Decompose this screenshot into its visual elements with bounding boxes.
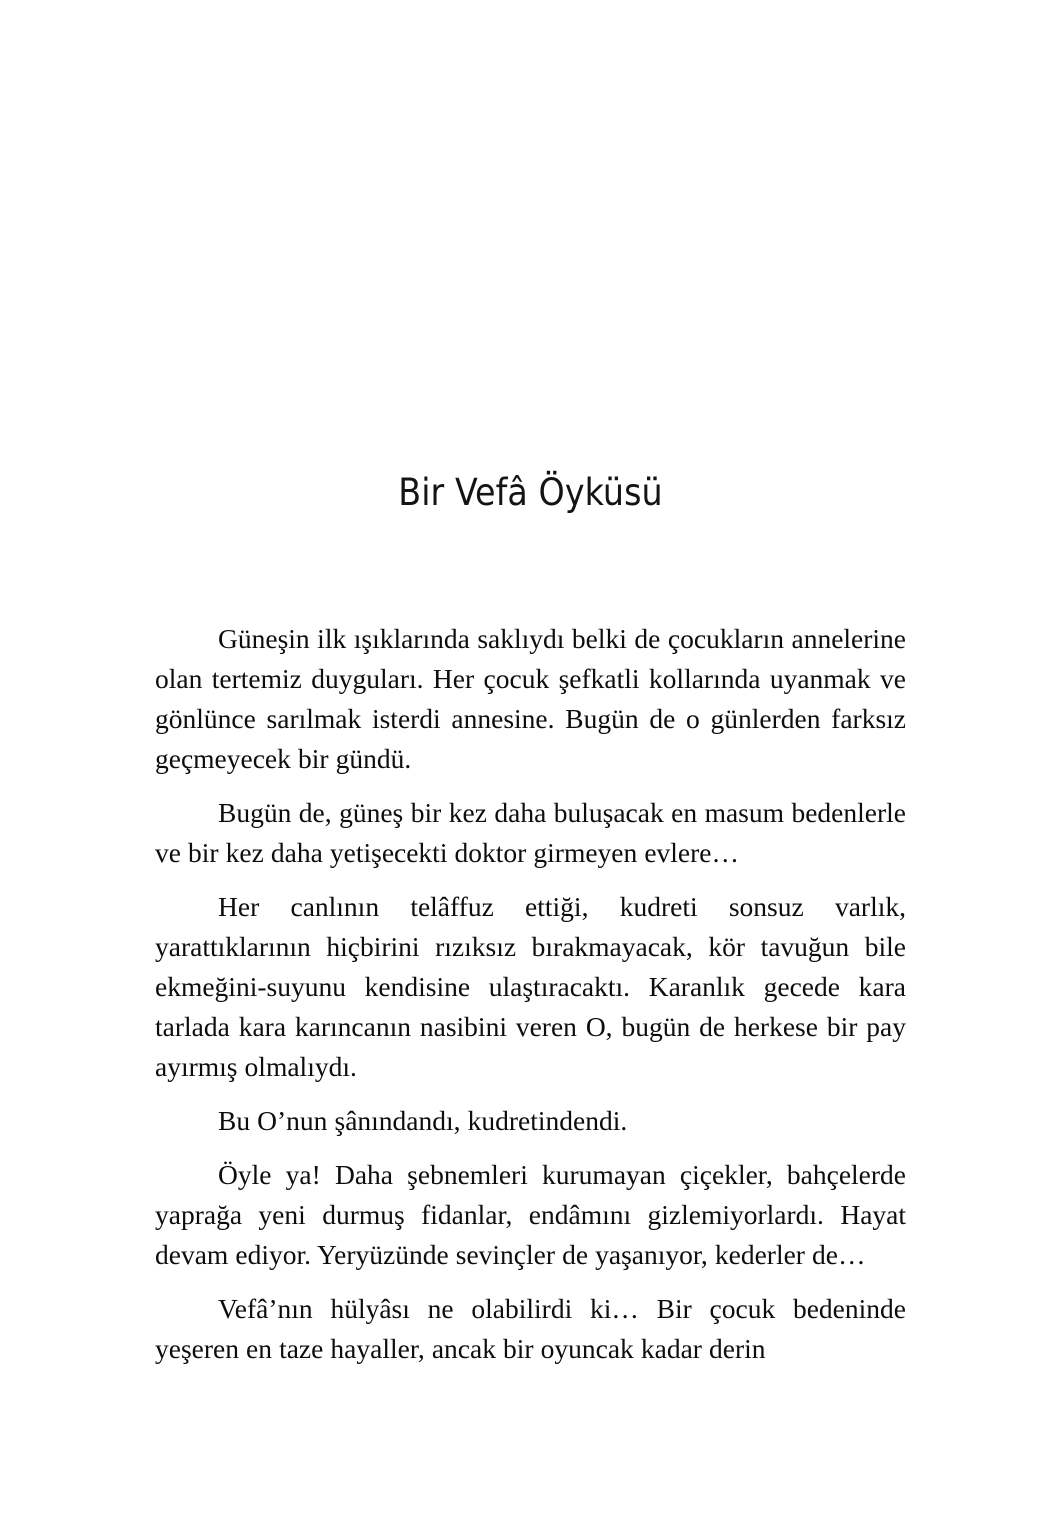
- body-paragraph: Öyle ya! Daha şebnemleri kurumayan çiçekler, bahçelerde yaprağa yeni durmuş fidanlar, endâmını gizlemiyorlardı. Hayat devam ediyor. Yeryüzünde sevinçler de yaşanıyor, kederler de…: [155, 1158, 906, 1270]
- body-paragraph: Her canlının telâffuz ettiği, kudreti sonsuz varlık, yarattıklarının hiçbirini rızıksız bırakmayacak, kör tavuğun bile ekmeğini-suyunu kendisine ulaştıracaktı. Karanlık gecede kara tarlada kara karıncanın nasibini veren O, bugün de herkese bir pay ayırmış olmalıydı.: [155, 890, 906, 1082]
- text-column: [155, 472, 906, 1369]
- body-paragraph: Güneşin ilk ışıklarında saklıydı belki de çocukların annelerine olan tertemiz duyguları. Her çocuk şefkatli kollarında uyanmak ve gönlünce sarılmak isterdi annesine. Bugün de o günlerden farksız geçmeyecek bir gündü.: [155, 622, 906, 774]
- body-paragraph: Bu O’nun şânındandı, kudretindendi.: [218, 1104, 628, 1136]
- page-title: Bir Vefâ Öyküsü: [398, 471, 663, 514]
- body-paragraph: Vefâ’nın hülyâsı ne olabilirdi ki… Bir çocuk bedeninde yeşeren en taze hayaller, ancak bir oyuncak kadar derin: [155, 1292, 906, 1364]
- body-paragraph: Bugün de, güneş bir kez daha buluşacak en masum bedenlerle ve bir kez daha yetişecekti doktor girmeyen evlere…: [155, 796, 906, 868]
